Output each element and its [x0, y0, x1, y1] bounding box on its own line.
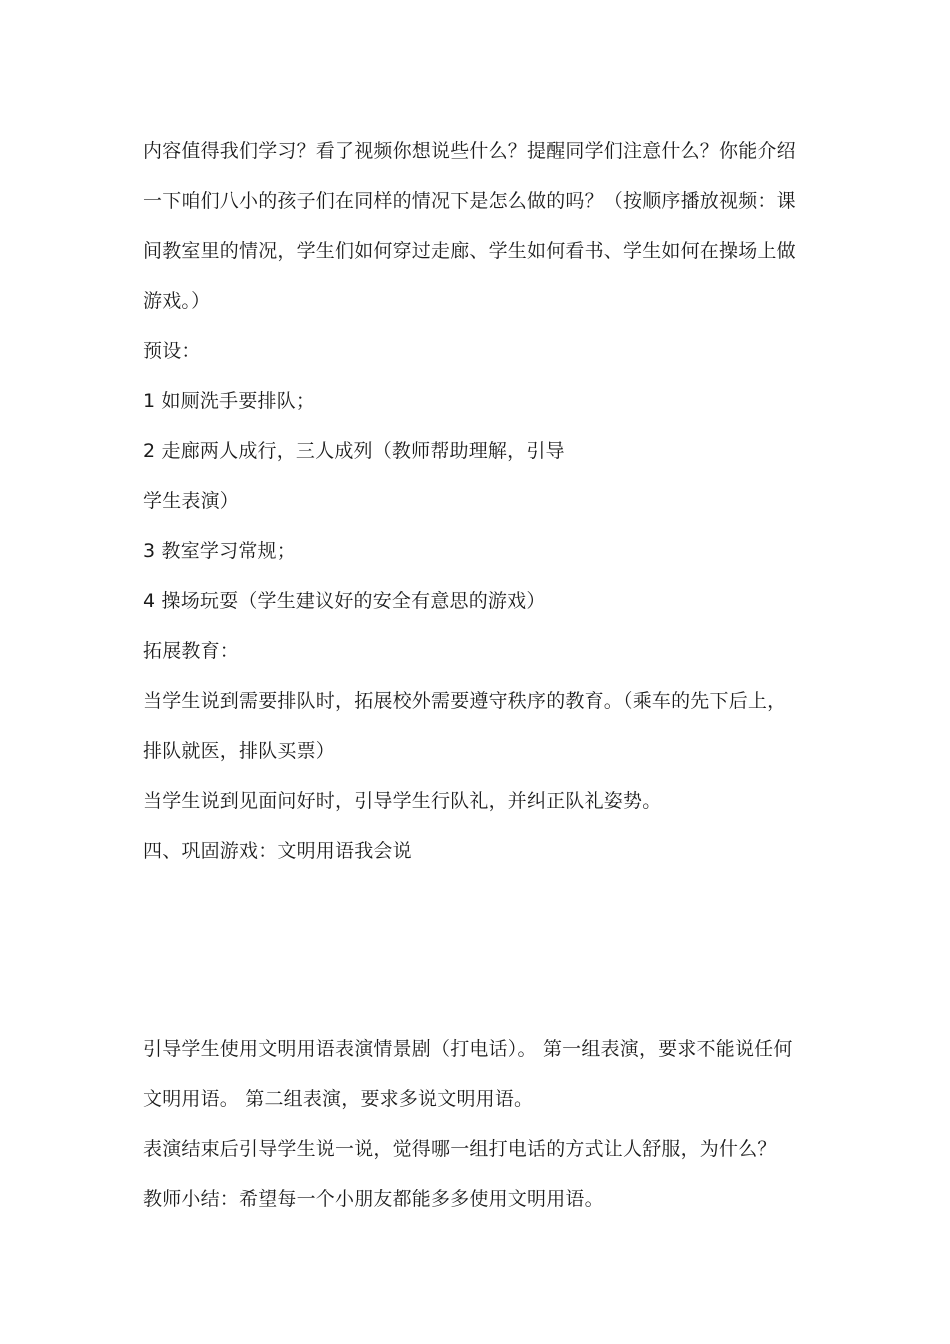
text-line: 游戏。）: [143, 290, 211, 312]
text-line: 表演结束后引导学生说一说，觉得哪一组打电话的方式让人舒服，为什么？: [143, 1138, 777, 1160]
section-label: 预设：: [143, 340, 201, 362]
section-label: 拓展教育：: [143, 640, 240, 662]
section-heading: 四、巩固游戏：文明用语我会说: [143, 840, 412, 862]
text-line: 间教室里的情况，学生们如何穿过走廊、学生如何看书、学生如何在操场上做: [143, 240, 796, 262]
text-line: 引导学生使用文明用语表演情景剧（打电话）。 第一组表演，要求不能说任何: [143, 1038, 793, 1060]
text-line: 当学生说到见面问好时，引导学生行队礼，并纠正队礼姿势。: [143, 790, 662, 812]
text-line: 排队就医，排队买票）: [143, 740, 336, 762]
text-line: 文明用语。 第二组表演，要求多说文明用语。: [143, 1088, 534, 1110]
list-item: 4 操场玩耍（学生建议好的安全有意思的游戏）: [143, 590, 546, 612]
text-line: 学生表演）: [143, 490, 240, 512]
list-item: 3 教室学习常规；: [143, 540, 296, 562]
list-item: 1 如厕洗手要排队；: [143, 390, 316, 412]
text-line: 当学生说到需要排队时，拓展校外需要遵守秩序的教育。（乘车的先下后上，: [143, 690, 787, 712]
text-line: 一下咱们八小的孩子们在同样的情况下是怎么做的吗？（按顺序播放视频：课: [143, 190, 796, 212]
list-item: 2 走廊两人成行，三人成列（教师帮助理解，引导: [143, 440, 565, 462]
text-line: 内容值得我们学习？看了视频你想说些什么？提醒同学们注意什么？你能介绍: [143, 140, 796, 162]
text-line: 教师小结：希望每一个小朋友都能多多使用文明用语。: [143, 1188, 604, 1210]
